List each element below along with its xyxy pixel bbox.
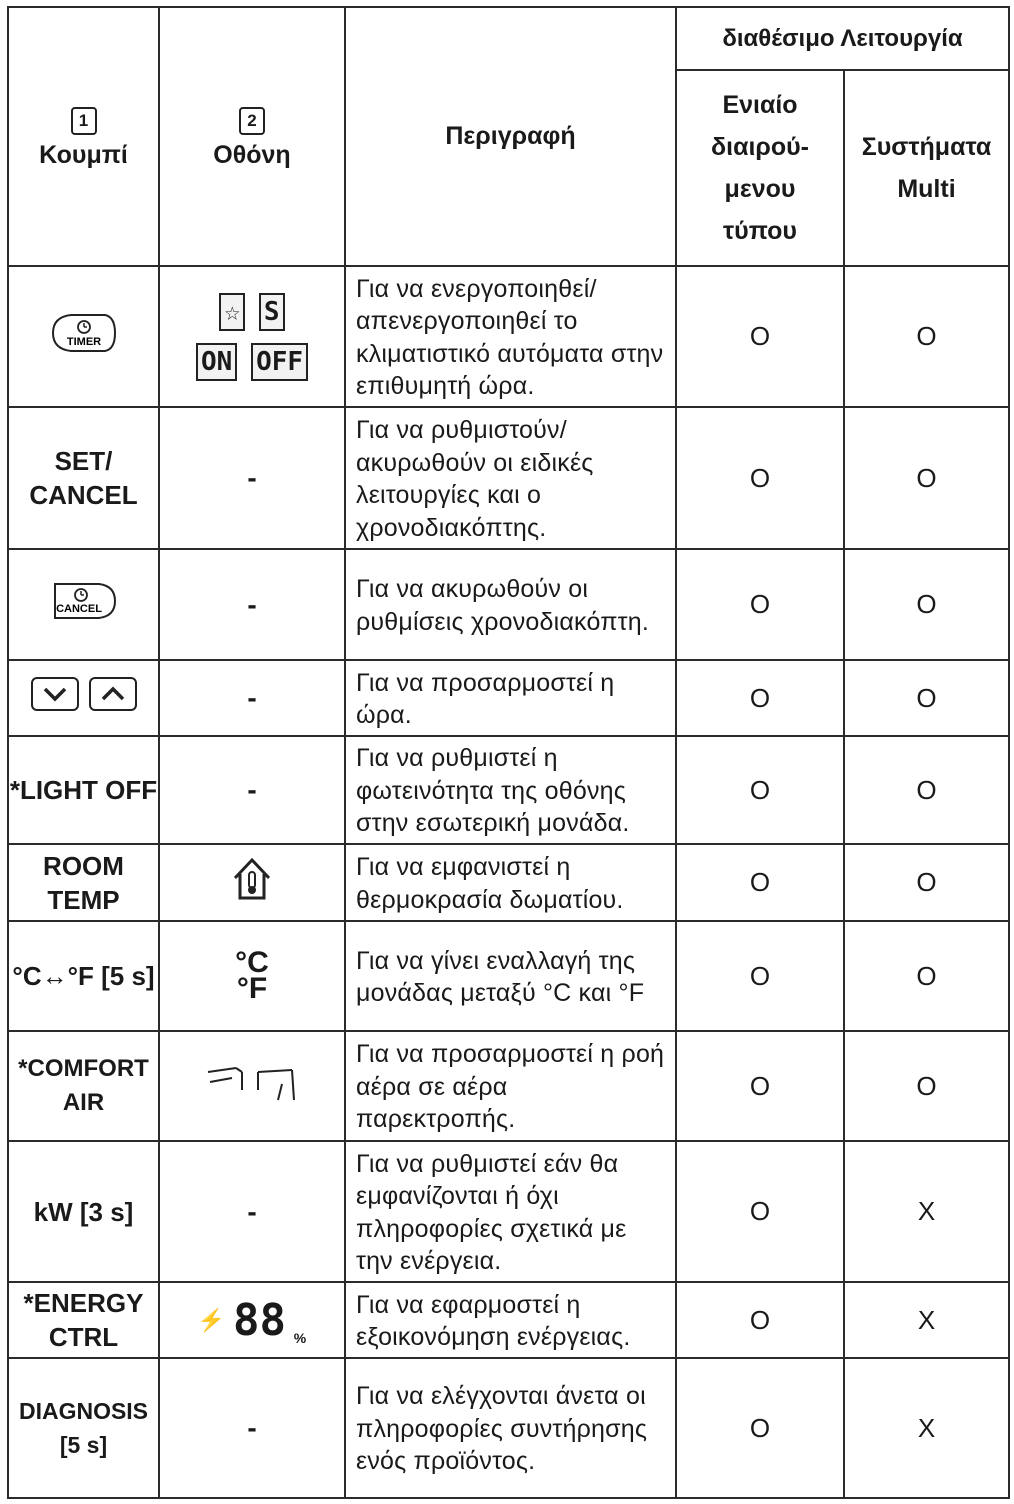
single-availability: O — [676, 1141, 844, 1282]
header-multi-systems — [844, 70, 1009, 266]
multi-availability: O — [844, 549, 1009, 660]
multi-availability: O — [844, 660, 1009, 736]
header-display-label: Οθόνη — [213, 140, 291, 169]
multi-availability: O — [844, 844, 1009, 921]
celsius-icon: °C — [235, 946, 269, 979]
multi-availability: X — [844, 1282, 1009, 1358]
row-display: - — [159, 660, 345, 736]
single-availability: O — [676, 844, 844, 921]
header-description: Περιγραφή — [345, 7, 676, 266]
row-button-label: SET/ CANCEL — [8, 407, 159, 549]
house-thermometer-icon — [232, 856, 272, 902]
row-description: Για να ακυρωθούν οι ρυθμίσεις χρονοδιακόπτη. — [345, 549, 676, 660]
multi-availability: O — [844, 736, 1009, 844]
header-single-line: Ενιαίο — [722, 91, 798, 119]
row-button-label: kW [3 s] — [8, 1141, 159, 1282]
table-row — [8, 844, 1009, 921]
row-description: Για να προσαρμοστεί η ροή αέρα σε αέρα παρεκτροπής. — [345, 1031, 676, 1141]
single-availability: O — [676, 266, 844, 407]
header-button-number: 1 — [71, 107, 97, 135]
star-icon: ☆ — [219, 293, 245, 331]
airflow-vane-icon — [202, 1060, 302, 1106]
row-button-label: ROOM TEMP — [8, 844, 159, 921]
multi-availability: X — [844, 1141, 1009, 1282]
row-description: Για να ρυθμιστεί εάν θα εμφανίζονται ή όχι πληροφορίες σχετικά με την ενέργεια. — [345, 1141, 676, 1282]
single-availability: O — [676, 736, 844, 844]
row-display: - — [159, 407, 345, 549]
table-row — [8, 1282, 1009, 1358]
energy-percent: % — [293, 1329, 307, 1346]
single-availability: O — [676, 1358, 844, 1498]
row-display: - — [159, 549, 345, 660]
single-availability: O — [676, 1282, 844, 1358]
header-single-line: τύπου — [723, 217, 797, 245]
row-button-label: °C↔°F [5 s] — [8, 921, 159, 1031]
off-indicator-icon: OFF — [251, 343, 308, 381]
single-availability: O — [676, 921, 844, 1031]
row-description: Για να ρυθμιστούν/ ακυρωθούν οι ειδικές λειτουργίες και ο χρονοδιακόπτης. — [345, 407, 676, 549]
unit-display — [159, 921, 345, 1031]
energy-display — [159, 1282, 345, 1358]
row-button-label: *ENERGY CTRL — [8, 1282, 159, 1358]
multi-availability: O — [844, 407, 1009, 549]
row-description: Για να εφαρμοστεί η εξοικονόμηση ενέργειας. — [345, 1282, 676, 1358]
row-description: Για να ρυθμιστεί η φωτεινότητα της οθόνης στην εσωτερική μονάδα. — [345, 736, 676, 844]
room-temp-display — [159, 844, 345, 921]
on-indicator-icon: ON — [196, 343, 237, 381]
row-display: - — [159, 1358, 345, 1498]
row-display: - — [159, 736, 345, 844]
row-button-label: *COMFORT AIR — [8, 1031, 159, 1141]
cancel-button-icon — [8, 549, 159, 660]
cancel-label: CANCEL — [55, 602, 102, 615]
multi-availability: X — [844, 1358, 1009, 1498]
header-multi-line: Συστήματα — [861, 133, 992, 161]
single-availability: O — [676, 549, 844, 660]
row-description: Για να προσαρμοστεί η ώρα. — [345, 660, 676, 736]
table-row — [8, 660, 1009, 736]
header-button-label: Κουμπί — [39, 140, 128, 169]
table-row — [8, 266, 1009, 407]
energy-digits: 88 — [232, 1294, 286, 1346]
row-description: Για να εμφανιστεί η θερμοκρασία δωματίου. — [345, 844, 676, 921]
table-row — [8, 921, 1009, 1031]
timer-button-icon — [8, 266, 159, 407]
row-button-label: DIAGNOSIS [5 s] — [8, 1358, 159, 1498]
single-availability: O — [676, 407, 844, 549]
header-single-split — [676, 70, 844, 266]
function-table — [7, 6, 1010, 1499]
s-mode-icon: S — [259, 293, 285, 331]
header-display-number: 2 — [239, 107, 265, 135]
table-row — [8, 549, 1009, 660]
multi-availability: O — [844, 1031, 1009, 1141]
header-multi-line: Multi — [897, 175, 956, 203]
row-button-label: *LIGHT OFF — [8, 736, 159, 844]
multi-availability: O — [844, 921, 1009, 1031]
table-row — [8, 1141, 1009, 1282]
single-availability: O — [676, 660, 844, 736]
header-button — [8, 7, 159, 266]
table-row — [8, 1031, 1009, 1141]
arrow-buttons — [8, 660, 159, 736]
table-row — [8, 407, 1009, 549]
comfort-air-display — [159, 1031, 345, 1141]
row-display: - — [159, 1141, 345, 1282]
header-display — [159, 7, 345, 266]
row-description: Για να ελέγχονται άνετα οι πληροφορίες συντήρησης ενός προϊόντος. — [345, 1358, 676, 1498]
row-description: Για να ενεργοποιηθεί/ απενεργοποιηθεί το κλιματιστικό αυτόματα στην επιθυμητή ώρα. — [345, 266, 676, 407]
timer-display-icons — [159, 266, 345, 407]
table-row — [8, 736, 1009, 844]
table-row — [8, 1358, 1009, 1498]
multi-availability: O — [844, 266, 1009, 407]
header-available-function: διαθέσιμο Λειτουργία — [676, 7, 1009, 70]
single-availability: O — [676, 1031, 844, 1141]
fahrenheit-icon: °F — [236, 972, 268, 1005]
energy-plug-icon: ⚡ — [197, 1307, 226, 1332]
header-single-line: μενου — [724, 175, 796, 203]
header-single-line: διαιρού- — [710, 133, 810, 161]
timer-label: TIMER — [66, 335, 101, 348]
row-description: Για να γίνει εναλλαγή της μονάδας μεταξύ °C και °F — [345, 921, 676, 1031]
